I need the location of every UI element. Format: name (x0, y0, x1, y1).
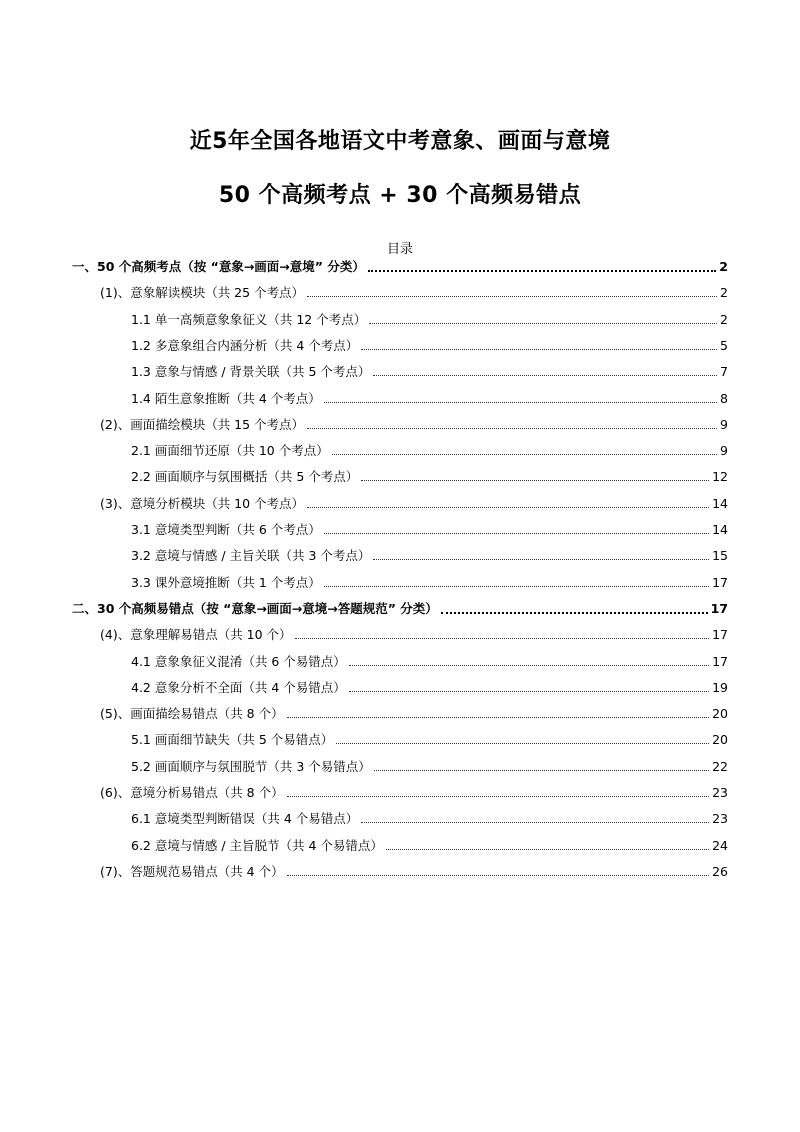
toc-entry-label: 5.1 画面细节缺失（共 5 个易错点） (131, 732, 334, 748)
toc-entry-label: 4.1 意象象征义混淆（共 6 个易错点） (131, 653, 346, 669)
toc-dot-leader (307, 416, 717, 429)
toc-dot-leader (368, 258, 716, 272)
toc-subsection-entry[interactable] (131, 837, 728, 855)
toc-entry-label: 二、30 个高频易错点（按 “意象→画面→意境→答题规范” 分类） (72, 600, 438, 616)
toc-page-number: 2 (720, 285, 728, 301)
toc-entry-label: (3)、意境分析模块（共 10 个考点） (100, 495, 305, 511)
toc-section-entry[interactable] (72, 258, 728, 276)
toc-page-number: 26 (712, 863, 728, 879)
toc-heading: 目录 (386, 242, 413, 257)
toc-module-entry[interactable] (100, 416, 728, 434)
toc-page-number: 2 (720, 311, 728, 327)
toc-entry-label: 1.4 陌生意象推断（共 4 个考点） (131, 390, 321, 406)
toc-page-number: 17 (712, 574, 728, 590)
toc-entry-label: 3.1 意境类型判断（共 6 个考点） (131, 522, 321, 537)
toc-page-number: 19 (712, 679, 728, 695)
toc-entry-label: 6.1 意境类型判断错误（共 4 个易错点） (131, 811, 359, 827)
toc-page-number: 12 (712, 469, 728, 485)
toc-entry-label: 一、50 个高频考点（按 “意象→画面→意境” 分类） (72, 259, 365, 274)
toc-page-number: 17 (712, 653, 728, 669)
toc-module-entry[interactable] (100, 705, 728, 723)
toc-page-number: 20 (712, 706, 728, 722)
toc-page-number: 23 (712, 811, 728, 827)
toc-dot-leader (361, 468, 709, 481)
toc-dot-leader (361, 337, 717, 350)
toc-subsection-entry[interactable] (131, 468, 728, 486)
toc-dot-leader (307, 284, 717, 297)
toc-subsection-entry[interactable] (131, 363, 728, 381)
toc-entry-label: 1.2 多意象组合内涵分析（共 4 个考点） (131, 337, 359, 353)
toc-page-number: 15 (712, 548, 728, 564)
toc-subsection-entry[interactable] (131, 679, 728, 697)
toc-subsection-entry[interactable] (131, 653, 728, 671)
toc-dot-leader (295, 626, 710, 639)
toc-subsection-entry[interactable] (131, 390, 728, 408)
toc-dot-leader (369, 311, 717, 324)
document-title-line-2: 50 个高频考点 + 30 个高频易错点 (218, 183, 582, 208)
toc-dot-leader (373, 363, 717, 376)
toc-dot-leader (361, 810, 709, 823)
toc-page-number: 5 (720, 337, 728, 353)
toc-dot-leader (373, 547, 709, 560)
toc-dot-leader (324, 390, 717, 403)
toc-entry-label: (1)、意象解读模块（共 25 个考点） (100, 285, 305, 301)
toc-dot-leader (287, 784, 709, 797)
toc-entry-label: 1.1 单一高频意象象征义（共 12 个考点） (131, 311, 367, 327)
toc-entry-label: 3.2 意境与情感 / 主旨关联（共 3 个考点） (131, 548, 371, 564)
document-title-line-1: 近5年全国各地语文中考意象、画面与意境 (189, 129, 611, 154)
toc-page-number: 7 (720, 364, 728, 380)
toc-module-entry[interactable] (100, 284, 728, 302)
toc-entry-label: 4.2 意象分析不全面（共 4 个易错点） (131, 679, 346, 695)
toc-entry-label: 2.2 画面顺序与氛围概括（共 5 个考点） (131, 469, 359, 485)
toc-subsection-entry[interactable] (131, 758, 728, 776)
toc-entry-label: 2.1 画面细节还原（共 10 个考点） (131, 443, 329, 459)
toc-page-number: 2 (719, 259, 728, 274)
toc-entry-label: 1.3 意象与情感 / 背景关联（共 5 个考点） (131, 364, 371, 380)
toc-module-entry[interactable] (100, 495, 728, 513)
toc-entry-label: (5)、画面描绘易错点（共 8 个） (100, 706, 284, 722)
toc-entry-label: 6.2 意境与情感 / 主旨脱节（共 4 个易错点） (131, 837, 383, 853)
toc-subsection-entry[interactable] (131, 547, 728, 565)
toc-subsection-entry[interactable] (131, 731, 728, 749)
toc-module-entry[interactable] (100, 626, 728, 644)
toc-entry-label: (6)、意境分析易错点（共 8 个） (100, 785, 284, 800)
toc-dot-leader (441, 600, 708, 614)
toc-dot-leader (287, 705, 709, 718)
toc-page-number: 23 (712, 785, 728, 800)
toc-page-number: 9 (720, 443, 728, 459)
toc-entry-label: (2)、画面描绘模块（共 15 个考点） (100, 416, 305, 432)
toc-dot-leader (307, 495, 709, 508)
toc-dot-leader (374, 758, 709, 771)
toc-dot-leader (324, 574, 709, 587)
toc-dot-leader (386, 837, 709, 850)
toc-page-number: 9 (720, 416, 728, 432)
toc-section-entry[interactable] (72, 600, 728, 618)
toc-subsection-entry[interactable] (131, 521, 728, 539)
toc-module-entry[interactable] (100, 863, 728, 881)
toc-subsection-entry[interactable] (131, 311, 728, 329)
toc-entry-label: 3.3 课外意境推断（共 1 个考点） (131, 574, 321, 590)
toc-page-number: 8 (720, 390, 728, 406)
toc-entry-label: (4)、意象理解易错点（共 10 个） (100, 627, 292, 643)
toc-dot-leader (332, 442, 717, 455)
toc-subsection-entry[interactable] (131, 337, 728, 355)
toc-module-entry[interactable] (100, 784, 728, 802)
toc-page-number: 22 (712, 758, 728, 774)
toc-page-number: 24 (712, 837, 728, 853)
toc-page-number: 17 (710, 600, 728, 616)
toc-subsection-entry[interactable] (131, 442, 728, 460)
toc-dot-leader (349, 679, 709, 692)
toc-dot-leader (324, 521, 709, 534)
toc-dot-leader (287, 863, 709, 876)
toc-page-number: 17 (712, 627, 728, 643)
toc-page-number: 14 (712, 522, 728, 537)
toc-page-number: 14 (712, 495, 728, 511)
toc-subsection-entry[interactable] (131, 574, 728, 592)
toc-subsection-entry[interactable] (131, 810, 728, 828)
toc-page-number: 20 (712, 732, 728, 748)
toc-entry-label: (7)、答题规范易错点（共 4 个） (100, 863, 284, 879)
toc-entry-label: 5.2 画面顺序与氛围脱节（共 3 个易错点） (131, 758, 371, 774)
toc-dot-leader (349, 653, 709, 666)
toc-dot-leader (336, 731, 709, 744)
